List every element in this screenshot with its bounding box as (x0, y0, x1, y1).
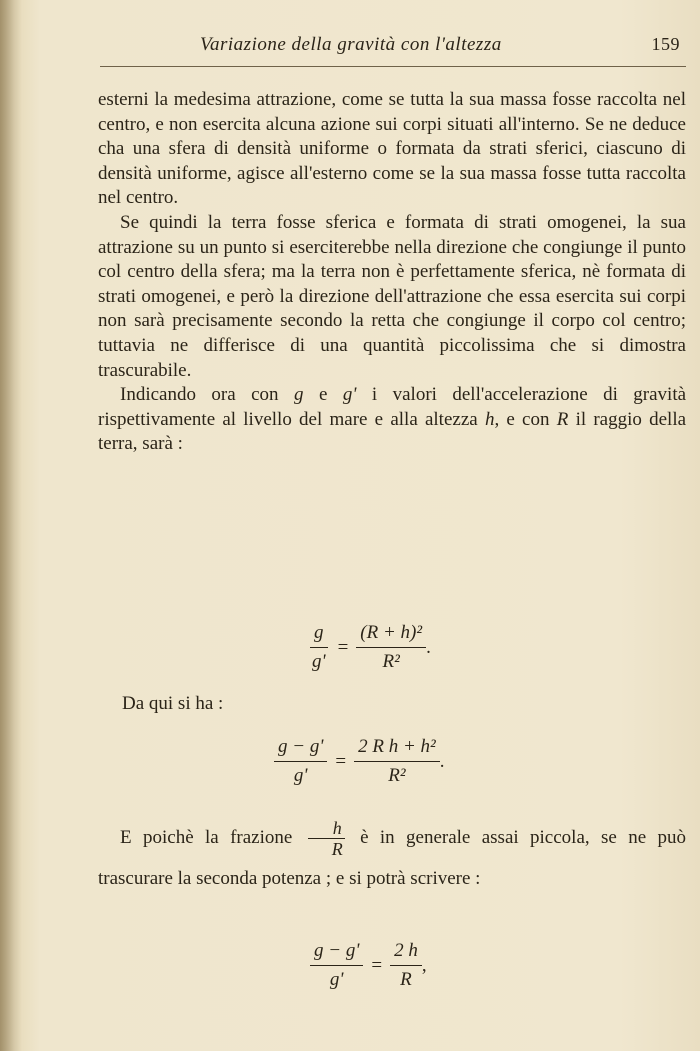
p3-text-b: i valori dell'accelerazione di gravità rispettivamente al livello del mare e alla altezza (98, 384, 687, 430)
p3-text-c: , e con (494, 408, 550, 430)
eq1-lhs-den: g' (312, 651, 326, 672)
eq3-rhs-den: R (400, 969, 412, 990)
eq3-equals: = (371, 954, 383, 976)
var-g-prime: g' (342, 384, 357, 406)
equation-3 (310, 940, 427, 991)
inline-frac-den: R (331, 839, 343, 860)
eq2-tail: . (439, 750, 445, 772)
paragraph-4: Da qui si ha : (122, 693, 224, 714)
eq2-lhs (274, 736, 327, 787)
page-number: 159 (651, 34, 680, 54)
eq2-rhs-num: 2 R h + h² (354, 736, 440, 762)
eq2-equals: = (335, 750, 347, 772)
p5-text-b: è in generale assai piccola, se ne può trascurare la seconda potenza ; e si potrà scrivere : (98, 827, 687, 890)
eq2-rhs-den: R² (388, 765, 406, 786)
equation-1 (308, 622, 431, 673)
running-head-title: Variazione della gravità con l'altezza (200, 34, 502, 55)
var-h: h (484, 408, 495, 430)
p5-text-a: E poichè la frazione (120, 827, 293, 848)
eq1-equals: = (337, 636, 349, 658)
eq3-lhs-den: g' (329, 969, 344, 990)
running-head (200, 34, 680, 56)
eq1-lhs-num: g (310, 622, 328, 648)
body-text (98, 88, 686, 457)
spine-shadow (0, 0, 22, 1051)
header-rule (100, 66, 686, 67)
eq1-lhs (308, 622, 330, 673)
p3-text-d: il raggio della terra, sarà : (98, 408, 687, 455)
eq3-lhs-num: g − g' (310, 940, 363, 966)
eq2-lhs-num: g − g' (274, 736, 327, 762)
p3-text-e: e (318, 384, 328, 406)
inline-fraction-h-over-R (308, 818, 345, 859)
eq2-rhs (354, 736, 440, 787)
eq2-lhs-den: g' (293, 765, 308, 786)
equation-2 (274, 736, 444, 787)
paragraph-4-wrap (98, 692, 223, 717)
paragraph-5 (98, 818, 686, 899)
eq1-tail: . (426, 636, 431, 658)
paragraph-5-wrap (98, 818, 686, 899)
eq3-lhs (310, 940, 363, 991)
inline-frac-num: h (308, 818, 345, 839)
eq3-rhs-num: 2 h (390, 940, 422, 966)
eq3-tail: , (421, 954, 427, 976)
eq1-rhs-den: R² (382, 651, 400, 672)
paragraph-1: esterni la medesima attrazione, come se tutta la sua massa fosse raccolta nel centro, e non esercita alcuna azione sui corpi situati all'interno. Se ne deduce cha una sfera di densità uniforme o formata da strati sferici, ciascuno di densità uniforme, agisce all'esterno come se la sua massa fosse tutta raccolta nel centro. (98, 89, 686, 209)
var-R: R (556, 408, 569, 430)
paragraph-2: Se quindi la terra fosse sferica e formata di strati omogenei, la sua attrazione su un punto si eserciterebbe nella direzione che congiunge il punto col centro della sfera; ma la terra non è perfettamente sferica, nè formata di strati omogenei, e però la direzione dell'attrazione che essa esercita sui corpi non sarà precisamente secondo la retta che congiunge il corpo col centro; tuttavia ne differisce di una quantità piccolissima che si dimostra trascurabile. (98, 211, 686, 381)
var-g: g (294, 384, 304, 406)
eq3-rhs (390, 940, 422, 991)
eq1-rhs-num: (R + h)² (356, 622, 426, 648)
eq1-rhs (356, 622, 426, 673)
paragraph-3 (98, 383, 686, 457)
p3-text-a: Indicando ora con (120, 384, 279, 406)
